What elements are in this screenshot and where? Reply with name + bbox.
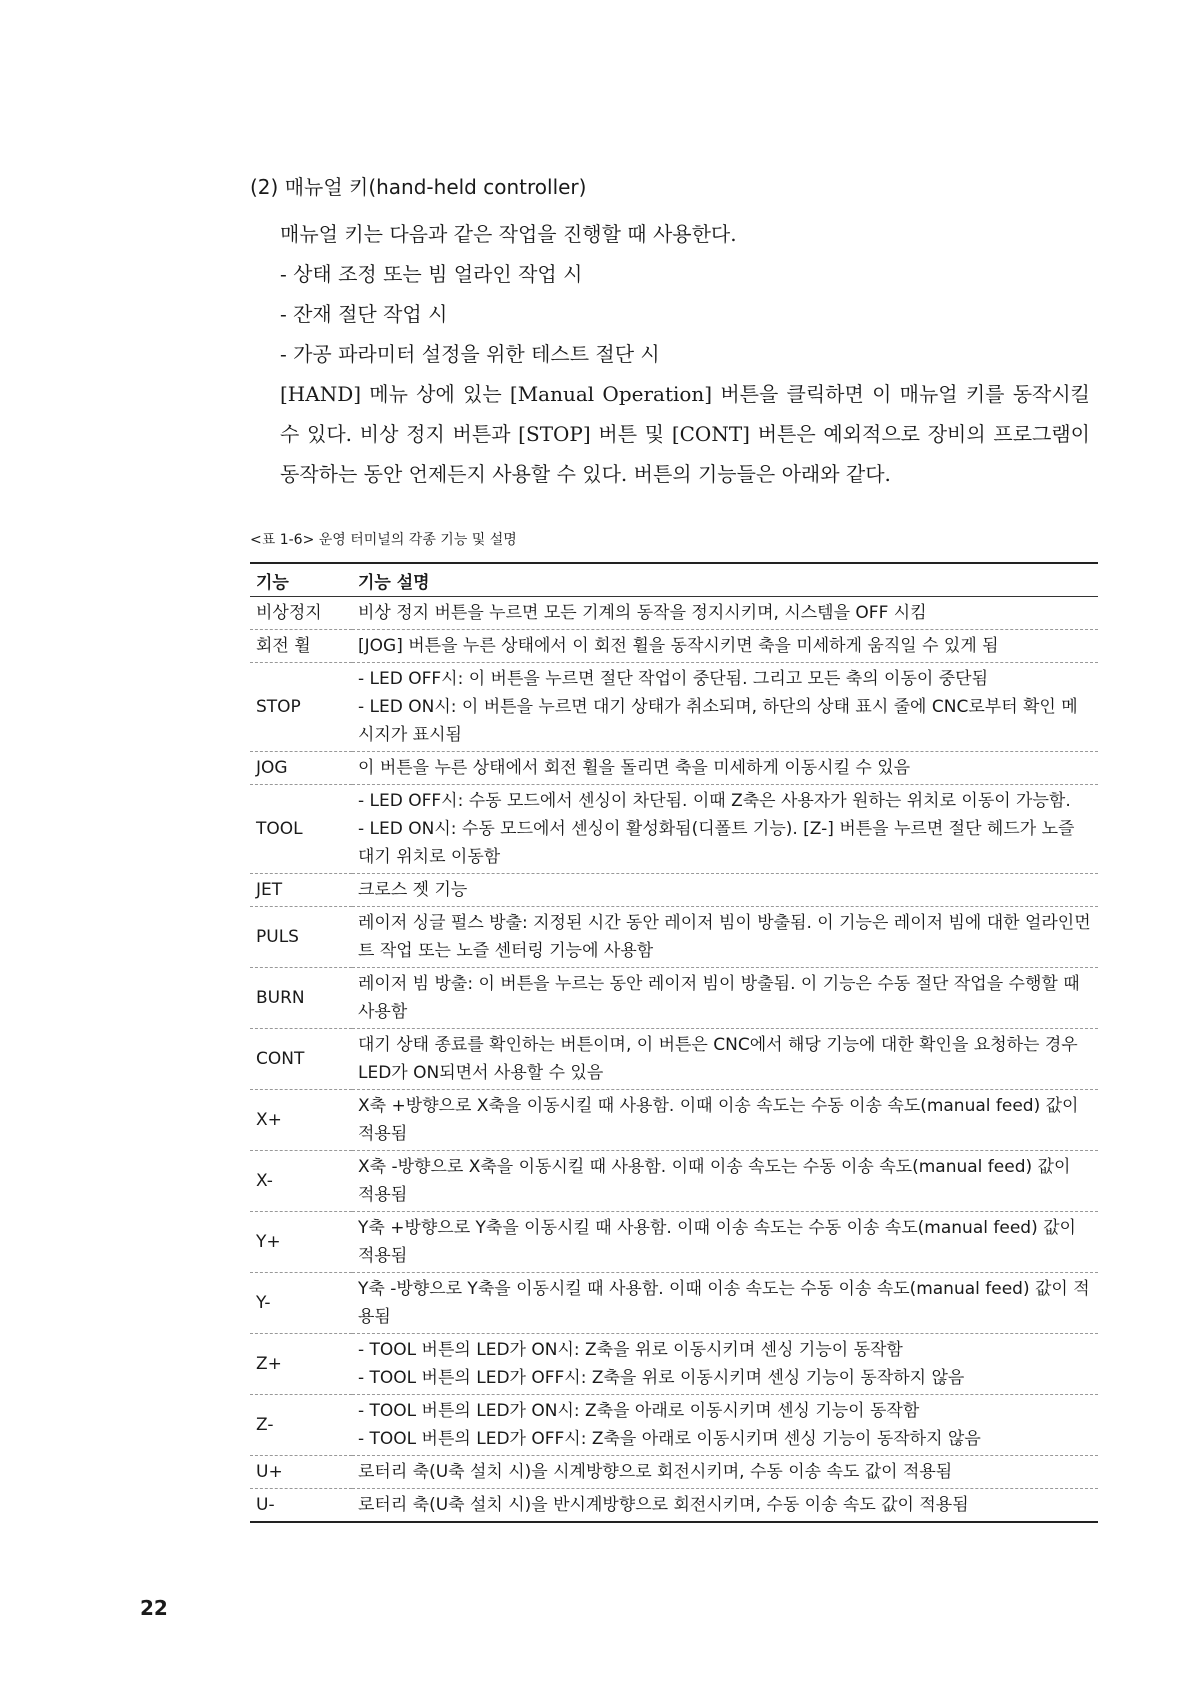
table-row	[250, 1212, 1098, 1273]
function-description-cell	[352, 752, 1098, 785]
description-line: 이 버튼을 누른 상태에서 회전 휠을 돌리면 축을 미세하게 이동시킬 수 있음	[358, 758, 911, 778]
function-description-cell	[352, 1090, 1098, 1151]
table-row	[250, 874, 1098, 907]
function-description-cell	[352, 1489, 1098, 1523]
section-heading: (2) 매뉴얼 키(hand-held controller)	[250, 175, 587, 199]
description-line: 대기 상태 종료를 확인하는 버튼이며, 이 버튼은 CNC에서 해당 기능에 대한 확인을 요청하는 경우 LED가 ON되면서 사용할 수 있음	[358, 1035, 1078, 1083]
function-description-cell	[352, 1212, 1098, 1273]
function-name-cell: 회전 휠	[256, 636, 311, 656]
function-name-cell: BURN	[256, 988, 305, 1008]
table-row	[250, 907, 1098, 968]
function-name-cell: PULS	[256, 927, 299, 947]
function-name-cell: Z-	[256, 1415, 274, 1435]
function-name-cell: U+	[256, 1462, 283, 1482]
description-line: - TOOL 버튼의 LED가 ON시: Z축을 아래로 이동시키며 센싱 기능이 동작함	[358, 1401, 920, 1421]
description-line: 레이저 싱글 펄스 방출: 지정된 시간 동안 레이저 빔이 방출됨. 이 기능은 레이저 빔에 대한 얼라인먼트 작업 또는 노즐 센터링 기능에 사용함	[358, 913, 1091, 961]
intro-paragraph: 매뉴얼 키는 다음과 같은 작업을 진행할 때 사용한다.	[280, 222, 737, 246]
function-name-cell: U-	[256, 1495, 275, 1515]
table-caption: <표 1-6> 운영 터미널의 각종 기능 및 설명	[250, 532, 517, 548]
table-row	[250, 597, 1098, 630]
bullet-item: - 잔재 절단 작업 시	[280, 302, 448, 326]
function-description-cell	[352, 1273, 1098, 1334]
description-line: 비상 정지 버튼을 누르면 모든 기계의 동작을 정지시키며, 시스템을 OFF 시킴	[358, 603, 927, 623]
bullet-item: - 상태 조정 또는 빔 얼라인 작업 시	[280, 262, 583, 286]
description-line: - LED OFF시: 수동 모드에서 센싱이 차단됨. 이때 Z축은 사용자가 원하는 위치로 이동이 가능함.	[358, 791, 1071, 811]
description-line: 레이저 빔 방출: 이 버튼을 누르는 동안 레이저 빔이 방출됨. 이 기능은 수동 절단 작업을 수행할 때 사용함	[358, 974, 1080, 1022]
function-description-cell	[352, 907, 1098, 968]
table-row	[250, 663, 1098, 752]
table-row	[250, 630, 1098, 663]
table-header-row	[250, 563, 1098, 597]
description-line: - LED ON시: 이 버튼을 누르면 대기 상태가 취소되며, 하단의 상태 표시 줄에 CNC로부터 확인 메시지가 표시됨	[358, 697, 1078, 745]
function-description-cell	[352, 1334, 1098, 1395]
function-description-cell	[352, 874, 1098, 907]
description-line: X축 -방향으로 X축을 이동시킬 때 사용함. 이때 이송 속도는 수동 이송 속도(manual feed) 값이 적용됨	[358, 1157, 1071, 1205]
function-name-cell: TOOL	[256, 819, 303, 839]
function-description-cell	[352, 663, 1098, 752]
table-row	[250, 1334, 1098, 1395]
function-description-cell	[352, 1151, 1098, 1212]
function-name-cell: X-	[256, 1171, 273, 1191]
body-paragraph: [HAND] 메뉴 상에 있는 [Manual Operation] 버튼을 클릭하면 이 매뉴얼 키를 동작시킬 수 있다. 비상 정지 버튼과 [STOP] 버튼 및 [CONT] 버튼은 예외적으로 장비의 프로그램이 동작하는 동안 언제든지 사용할 수 있다. 버튼의 기능들은 아래와 같다.	[280, 382, 1090, 486]
table-row	[250, 1029, 1098, 1090]
function-description-cell	[352, 1395, 1098, 1456]
bullet-item: - 가공 파라미터 설정을 위한 테스트 절단 시	[280, 342, 660, 366]
header-function: 기능	[250, 563, 352, 597]
description-line: - LED OFF시: 이 버튼을 누르면 절단 작업이 중단됨. 그리고 모든 축의 이동이 중단됨	[358, 669, 988, 689]
table-row	[250, 1151, 1098, 1212]
function-name-cell: STOP	[256, 697, 301, 717]
description-line: Y축 -방향으로 Y축을 이동시킬 때 사용함. 이때 이송 속도는 수동 이송 속도(manual feed) 값이 적용됨	[358, 1279, 1090, 1327]
table-body	[250, 597, 1098, 1523]
description-line: [JOG] 버튼을 누른 상태에서 이 회전 휠을 동작시키면 축을 미세하게 움직일 수 있게 됨	[358, 636, 999, 656]
function-name-cell: Z+	[256, 1354, 282, 1374]
table-row	[250, 1489, 1098, 1523]
function-description-cell	[352, 1456, 1098, 1489]
function-name-cell: Y-	[256, 1293, 271, 1313]
function-name-cell: CONT	[256, 1049, 305, 1069]
description-line: - TOOL 버튼의 LED가 ON시: Z축을 위로 이동시키며 센싱 기능이 동작함	[358, 1340, 903, 1360]
description-line: - TOOL 버튼의 LED가 OFF시: Z축을 아래로 이동시키며 센싱 기능이 동작하지 않음	[358, 1429, 981, 1449]
table-row	[250, 1395, 1098, 1456]
function-description-cell	[352, 1029, 1098, 1090]
function-name-cell: JET	[256, 880, 283, 900]
function-table	[250, 562, 1098, 1523]
page-number: 22	[140, 1596, 168, 1620]
description-line: X축 +방향으로 X축을 이동시킬 때 사용함. 이때 이송 속도는 수동 이송 속도(manual feed) 값이 적용됨	[358, 1096, 1079, 1144]
table-row	[250, 752, 1098, 785]
function-description-cell	[352, 785, 1098, 874]
function-name-cell: Y+	[256, 1232, 281, 1252]
header-description: 기능 설명	[352, 563, 1098, 597]
table-row	[250, 1090, 1098, 1151]
description-line: 로터리 축(U축 설치 시)을 반시계방향으로 회전시키며, 수동 이송 속도 값이 적용됨	[358, 1495, 969, 1515]
description-line: - LED ON시: 수동 모드에서 센싱이 활성화됨(디폴트 기능). [Z-] 버튼을 누르면 절단 헤드가 노즐 대기 위치로 이동함	[358, 819, 1075, 867]
page-content	[250, 172, 1090, 1523]
description-line: Y축 +방향으로 Y축을 이동시킬 때 사용함. 이때 이송 속도는 수동 이송 속도(manual feed) 값이 적용됨	[358, 1218, 1076, 1266]
table-row	[250, 968, 1098, 1029]
description-line: - TOOL 버튼의 LED가 OFF시: Z축을 위로 이동시키며 센싱 기능이 동작하지 않음	[358, 1368, 965, 1388]
function-description-cell	[352, 630, 1098, 663]
function-name-cell: JOG	[256, 758, 288, 778]
function-name-cell: X+	[256, 1110, 282, 1130]
description-line: 로터리 축(U축 설치 시)을 시계방향으로 회전시키며, 수동 이송 속도 값이 적용됨	[358, 1462, 953, 1482]
table-row	[250, 1456, 1098, 1489]
table-row	[250, 785, 1098, 874]
table-row	[250, 1273, 1098, 1334]
function-description-cell	[352, 968, 1098, 1029]
function-name-cell: 비상정지	[256, 603, 322, 623]
description-line: 크로스 젯 기능	[358, 880, 468, 900]
function-description-cell	[352, 597, 1098, 630]
